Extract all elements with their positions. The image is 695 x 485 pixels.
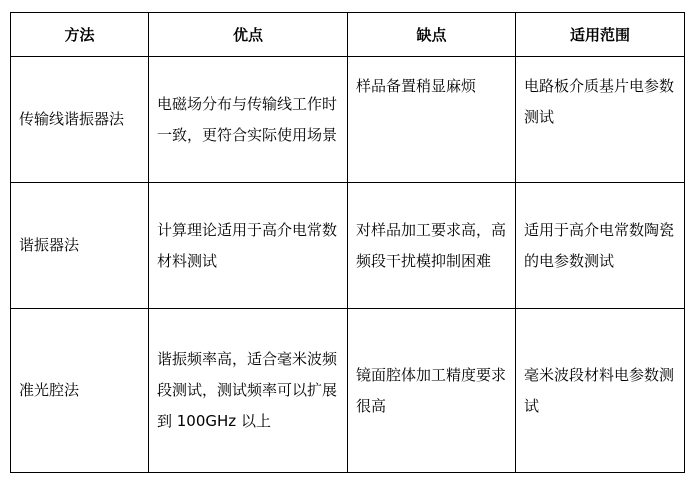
disadvantages-cell: 对样品加工要求高，高频段干扰模抑制困难 [348,183,516,309]
table-row [11,183,685,309]
header-row [11,13,685,57]
method-cell: 谐振器法 [11,183,149,309]
disadvantages-cell: 样品备置稍显麻烦 [348,57,516,183]
advantages-cell: 电磁场分布与传输线工作时一致，更符合实际使用场景 [149,57,348,183]
scope-cell: 电路板介质基片电参数测试 [516,57,685,183]
scope-cell: 适用于高介电常数陶瓷的电参数测试 [516,183,685,309]
advantages-cell: 计算理论适用于高介电常数材料测试 [149,183,348,309]
header-advantages: 优点 [149,13,348,57]
table-row [11,57,685,183]
disadvantages-cell: 镜面腔体加工精度要求很高 [348,309,516,473]
header-disadvantages: 缺点 [348,13,516,57]
header-method: 方法 [11,13,149,57]
method-cell: 传输线谐振器法 [11,57,149,183]
comparison-table [10,12,685,473]
advantages-cell: 谐振频率高，适合毫米波频段测试，测试频率可以扩展到 100GHz 以上 [149,309,348,473]
table-row [11,309,685,473]
method-cell: 准光腔法 [11,309,149,473]
scope-cell: 毫米波段材料电参数测试 [516,309,685,473]
header-scope: 适用范围 [516,13,685,57]
